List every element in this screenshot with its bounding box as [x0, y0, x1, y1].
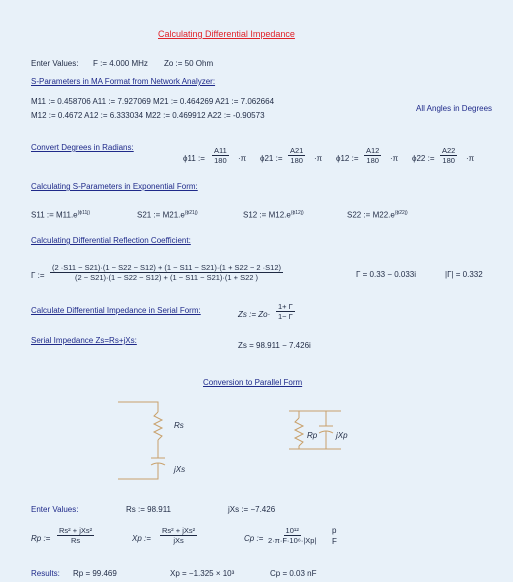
sparams-row-2[interactable]: M12 := 0.4672 A12 := 6.333034 M22 := 0.469912 A22 := -0.90573: [31, 111, 265, 120]
serial-heading: Serial Impedance Zs=Rs+jXs:: [31, 336, 137, 345]
s12-exp-power: (ϕ12j): [290, 210, 304, 216]
phi22-pi: ·π: [466, 154, 475, 163]
sparams-row-1[interactable]: M11 := 0.458706 A11 := 7.927069 M21 := 0.464269 A21 := 7.062664: [31, 97, 275, 106]
cp-formula-numerator: 10¹²: [285, 526, 299, 535]
s21-exp-power: (ϕ21j): [184, 210, 198, 216]
enter-values-label: Enter Values:: [31, 59, 79, 68]
sparams-heading: S-Parameters in MA Format from Network Analyzer:: [31, 77, 216, 86]
s11-exp-power: (ϕ11j): [77, 210, 91, 216]
xp-formula-lhs: Xp :=: [132, 534, 151, 543]
zs-heading: Calculate Differential Impedance in Serial Form:: [31, 306, 201, 315]
zs-denominator: 1− Γ: [278, 312, 293, 321]
gamma-numerator: (2 ·S11 − S21)·(1 − S22 − S12) + (1 − S11 − S21)·(1 + S22 − 2 ·S12): [52, 263, 282, 272]
phi21-denominator: 180: [290, 156, 303, 165]
gamma-denominator: (2 − S21)·(1 − S22 − S12) + (1 − S11 − S21)·(1 + S22 ): [74, 273, 259, 282]
xp-result: Xp = −1.325 × 10³: [170, 569, 235, 578]
phi12-numerator: A12: [366, 146, 380, 155]
zo-value[interactable]: Zo := 50 Ohm: [164, 59, 214, 68]
phi12-pi: ·π: [390, 154, 399, 163]
rs-value[interactable]: Rs := 98.911: [126, 505, 171, 514]
page-title: Calculating Differential Impedance: [158, 29, 295, 39]
s12-exp-base: S12 := M12.e: [243, 210, 291, 220]
phi22-numerator: A22: [442, 146, 456, 155]
phi11-denominator: 180: [214, 156, 227, 165]
rp-formula-denominator: Rs: [70, 536, 81, 545]
rp-result: Rp = 99.469: [73, 569, 117, 578]
frequency-value[interactable]: F := 4.000 MHz: [93, 59, 148, 68]
rp-formula-fraction: [57, 526, 94, 545]
cp-formula-lhs: Cp :=: [244, 534, 264, 543]
gamma-lhs: Γ :=: [31, 271, 45, 280]
s22-exp-base: S22 := M22.e: [347, 210, 395, 220]
rs-resistor: [154, 412, 162, 440]
jxp-label: jXp: [336, 431, 348, 440]
rs-label: Rs: [174, 421, 184, 430]
zs-result: Zs = 98.911 − 7.426i: [238, 341, 311, 350]
angles-note: All Angles in Degrees: [416, 104, 493, 113]
xp-formula-fraction: [160, 526, 197, 545]
xp-formula-denominator: jXs: [173, 536, 184, 545]
phi21-numerator: A21: [290, 146, 304, 155]
s11-exp-base: S11 := M11.e: [31, 210, 78, 220]
xp-formula-numerator: Rs² + jXs²: [162, 526, 196, 535]
cp-unit-prefix: p: [332, 526, 337, 535]
cp-formula-denominator: 2·π·F·10⁶·|Xp|: [268, 536, 317, 545]
phi22-label: ϕ22 :=: [412, 154, 435, 163]
phi21-pi: ·π: [314, 154, 323, 163]
cp-unit: F: [332, 537, 337, 546]
rp-resistor: [295, 418, 303, 446]
zs-numerator: 1+ Γ: [278, 302, 293, 311]
rp-formula-lhs: Rp :=: [31, 534, 51, 543]
gamma-abs: |Γ| = 0.332: [445, 270, 483, 279]
convert-heading: Convert Degrees in Radians:: [31, 143, 134, 152]
rp-label: Rp: [307, 431, 318, 440]
gamma-result: Γ = 0.33 − 0.033i: [356, 270, 417, 279]
phi11-label: ϕ11 :=: [183, 154, 205, 163]
s22-exp-power: (ϕ22j): [394, 210, 408, 216]
phi12-label: ϕ12 :=: [336, 154, 359, 163]
enter-values-2-label: Enter Values:: [31, 505, 79, 514]
jxs-label: jXs: [174, 465, 186, 474]
zs-formula-lhs: Zs := Zo·: [238, 310, 271, 319]
cp-result: Cp = 0.03 nF: [270, 569, 317, 578]
phi22-denominator: 180: [442, 156, 455, 165]
cp-formula-fraction: [268, 526, 316, 545]
phi21-label: ϕ21 :=: [260, 154, 283, 163]
results-label: Results:: [31, 569, 60, 578]
phi11-numerator: A11: [214, 146, 227, 155]
s21-exp-base: S21 := M21.e: [137, 210, 185, 220]
exp-heading: Calculating S-Parameters in Exponential Form:: [31, 182, 198, 191]
jxs-value[interactable]: jXs := −7.426: [228, 505, 276, 514]
phi12-denominator: 180: [366, 156, 379, 165]
refl-heading: Calculating Differential Reflection Coefficient:: [31, 236, 191, 245]
rp-formula-numerator: Rs² + jXs²: [59, 526, 93, 535]
phi11-pi: ·π: [238, 154, 247, 163]
conversion-heading: Conversion to Parallel Form: [203, 378, 303, 387]
